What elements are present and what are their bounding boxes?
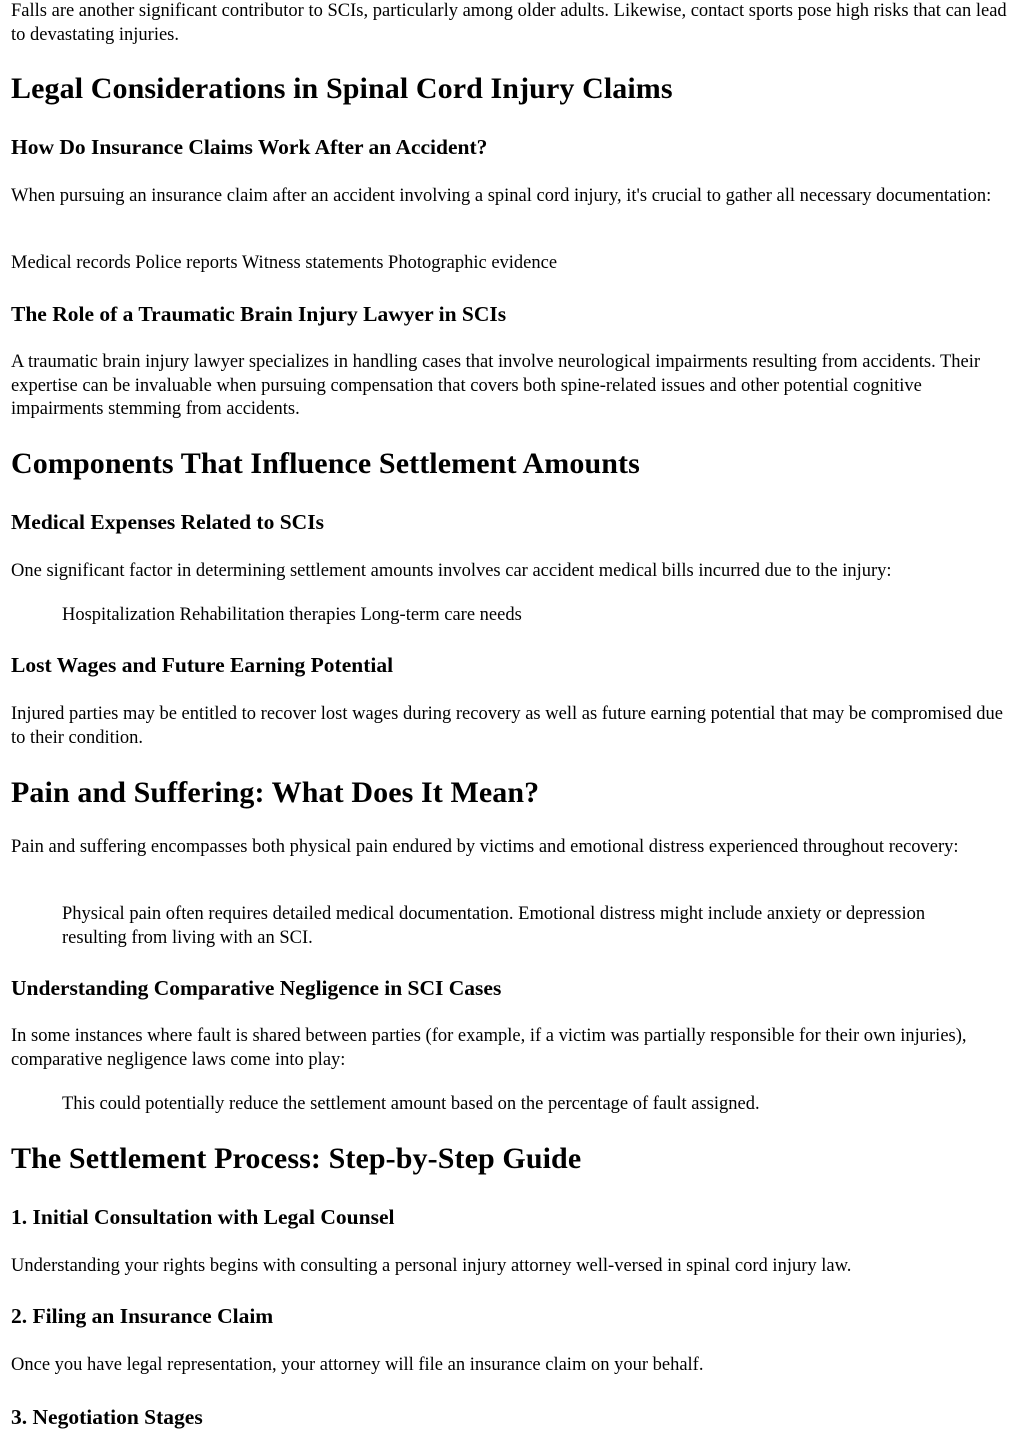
blockquote-comparative-negligence: This could potentially reduce the settlement amount based on the percentage of fault assigned. xyxy=(62,1094,760,1114)
paragraph-lost-wages: Injured parties may be entitled to recover lost wages during recovery as well as future earning potential that may be compromised due to their condition. xyxy=(11,704,1003,748)
paragraph-insurance-claims: When pursuing an insurance claim after an accident involving a spinal cord injury, it's crucial to gather all necessary documentation: xyxy=(11,186,992,206)
list-documentation: Medical records Police reports Witness statements Photographic evidence xyxy=(11,253,558,273)
heading-step-filing-claim: 2. Filing an Insurance Claim xyxy=(11,1304,274,1328)
heading-step-negotiation: 3. Negotiation Stages xyxy=(11,1405,203,1429)
heading-step-initial-consultation: 1. Initial Consultation with Legal Counsel xyxy=(11,1205,395,1229)
blockquote-pain-suffering: Physical pain often requires detailed medical documentation. Emotional distress might include anxiety or depression resulting from living with an SCI. xyxy=(62,904,926,948)
paragraph-pain-suffering: Pain and suffering encompasses both physical pain endured by victims and emotional distress experienced throughout recovery: xyxy=(11,837,959,857)
heading-settlement-components: Components That Influence Settlement Amounts xyxy=(11,447,640,480)
heading-pain-suffering: Pain and Suffering: What Does It Mean? xyxy=(11,776,540,809)
paragraph-tbi-lawyer: A traumatic brain injury lawyer specializes in handling cases that involve neurological impairments resulting from accidents. Their expertise can be invaluable when pursuing compensation that covers both spine-related issues and other potential cognitive impairments stemming from accidents. xyxy=(11,352,981,419)
list-medical-expenses: Hospitalization Rehabilitation therapies Long-term care needs xyxy=(62,605,522,625)
heading-legal-considerations: Legal Considerations in Spinal Cord Injury Claims xyxy=(11,72,673,105)
paragraph-comparative-negligence: In some instances where fault is shared between parties (for example, if a victim was partially responsible for their own injuries), comparative negligence laws come into play: xyxy=(11,1026,967,1070)
heading-insurance-claims: How Do Insurance Claims Work After an Accident? xyxy=(11,135,488,159)
heading-medical-expenses: Medical Expenses Related to SCIs xyxy=(11,510,324,534)
paragraph-medical-expenses: One significant factor in determining settlement amounts involves car accident medical bills incurred due to the injury: xyxy=(11,561,892,581)
paragraph-step-filing-claim: Once you have legal representation, your attorney will file an insurance claim on your behalf. xyxy=(11,1355,704,1375)
paragraph-step-initial-consultation: Understanding your rights begins with consulting a personal injury attorney well-versed in spinal cord injury law. xyxy=(11,1256,852,1276)
heading-tbi-lawyer: The Role of a Traumatic Brain Injury Lawyer in SCIs xyxy=(11,302,507,326)
heading-lost-wages: Lost Wages and Future Earning Potential xyxy=(11,653,394,677)
paragraph-falls: Falls are another significant contributor to SCIs, particularly among older adults. Likewise, contact sports pose high risks that can lead to devastating injuries. xyxy=(11,1,1007,45)
heading-comparative-negligence: Understanding Comparative Negligence in SCI Cases xyxy=(11,976,502,1000)
heading-settlement-process: The Settlement Process: Step-by-Step Guide xyxy=(11,1142,582,1175)
